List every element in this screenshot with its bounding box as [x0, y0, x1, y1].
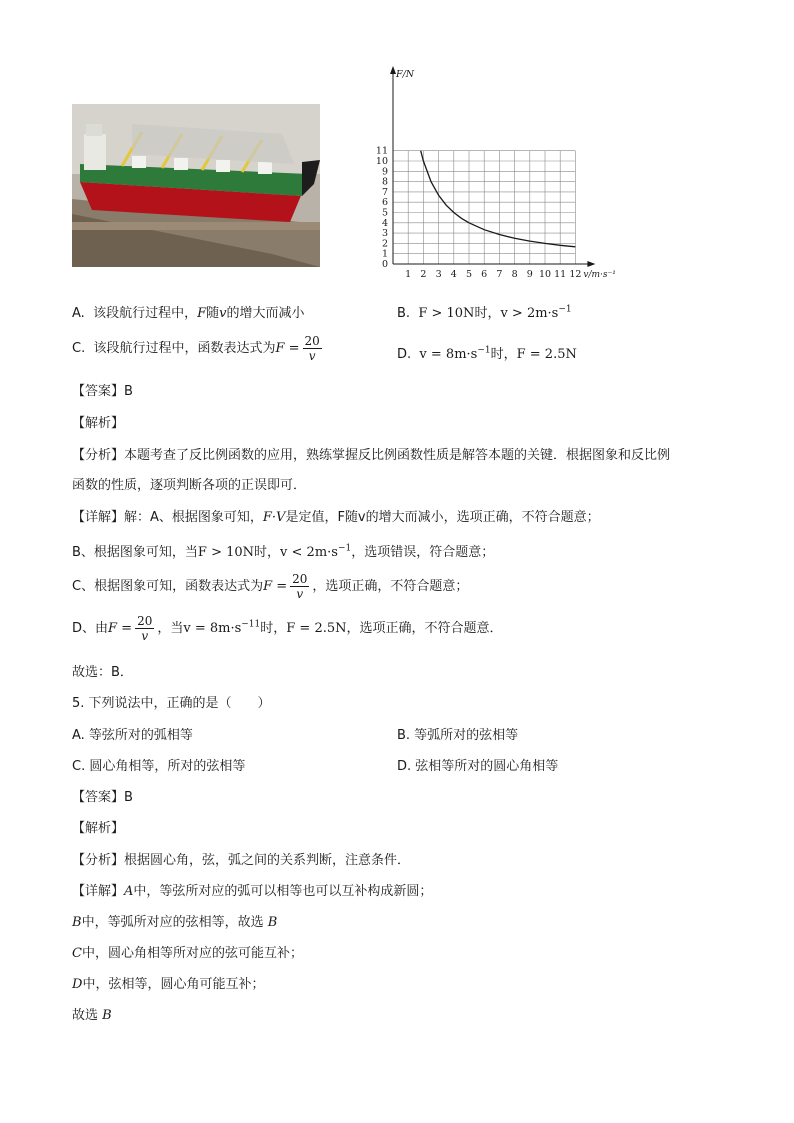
q4-option-c: C. 该段航行过程中，函数表达式为F = $\frac{20}{v}$	[72, 334, 320, 363]
q4-answer: 【答案】B	[72, 384, 133, 399]
q4-option-a: A. 该段航行过程中，F随v的增大而减小	[72, 306, 305, 321]
x-tick-label: 9	[526, 269, 533, 280]
x-tick-label: 5	[465, 269, 473, 280]
x-tick-label: 8	[511, 269, 518, 280]
y-tick-label: 11	[375, 145, 388, 157]
q4-detail-c-fraction: $\frac{20}{v}$	[292, 572, 308, 601]
x-axis-arrow	[587, 261, 595, 267]
q5-final: 故选 B	[72, 1008, 112, 1023]
y-tick-label: 0	[381, 259, 388, 270]
x-tick-label: 12	[569, 269, 582, 280]
x-tick-label: 1	[405, 269, 412, 280]
q5-answer: 【答案】B	[72, 790, 133, 805]
q4-detail-b: B、根据图象可知，当F > 10N时，$v < 2m\cdot s^{-1}$，选项错误，符合题意；	[72, 543, 495, 560]
q5-fenxi: 【分析】根据圆心角，弦，弧之间的关系判断，注意条件．	[72, 853, 411, 868]
y-tick-label: 7	[381, 186, 388, 198]
chart-svg	[360, 62, 630, 284]
y-tick-label: 3	[381, 228, 388, 240]
q5-detail-c: C中，圆心角相等所对应的弦可能互补；	[72, 946, 303, 961]
y-tick-label: 8	[381, 176, 388, 188]
x-tick-label: 7	[496, 269, 503, 280]
q5-option-a: A. 等弦所对的弧相等	[72, 728, 193, 743]
q5-detail-d: D中，弦相等，圆心角可能互补；	[72, 977, 265, 992]
x-tick-label: 2	[420, 269, 427, 280]
x-tick-label: 10	[538, 269, 552, 280]
x-tick-label: 6	[481, 269, 488, 280]
q4-jiexi: 【解析】	[72, 416, 125, 431]
y-tick-label: 9	[381, 166, 388, 178]
y-tick-label: 4	[381, 217, 388, 229]
y-tick-label: 5	[381, 207, 388, 219]
y-tick-label: 10	[375, 156, 388, 167]
q4-detail-c: C、根据图象可知，函数表达式为F = $\frac{20}{v}$ ，选项正确，不符合题意；	[72, 572, 469, 601]
series-curve	[421, 151, 576, 247]
q5-detail-a: 【详解】A中，等弦所对应的弧可以相等也可以互补构成新圆；	[72, 884, 433, 899]
q4-detail-d-fraction: $\frac{20}{v}$	[137, 614, 153, 643]
q5-option-d: D. 弦相等所对的圆心角相等	[397, 759, 559, 774]
y-tick-label: 1	[381, 248, 388, 260]
q5-stem: 5. 下列说法中，正确的是（ ）	[72, 696, 271, 711]
q4-detail-d: D、由F = $\frac{20}{v}$ ，当$v = 8m\cdot s^{-11}$时，F = 2.5N，选项正确，不符合题意．	[72, 614, 503, 643]
q5-jiexi: 【解析】	[72, 821, 125, 836]
x-tick-label: 3	[435, 269, 442, 280]
q5-detail-b: B中，等弧所对应的弦相等，故选 B	[72, 915, 278, 930]
q4-fenxi-line2: 函数的性质，逐项判断各项的正误即可．	[72, 478, 307, 493]
q4-c-fraction: $\frac{20}{v}$	[304, 334, 320, 363]
ship-model-photo	[72, 104, 320, 267]
q4-fenxi-line1: 【分析】本题考查了反比例函数的应用，熟练掌握反比例函数性质是解答本题的关键．根据图象和反比例	[72, 448, 671, 463]
y-axis-label: F/N	[396, 69, 415, 80]
x-axis-label: v/m·s⁻¹	[583, 270, 616, 280]
x-tick-label: 4	[450, 269, 457, 280]
y-tick-label: 2	[381, 238, 388, 250]
q4-option-d: D. $v = 8m\cdot s^{-1}$时，F = 2.5N	[397, 345, 577, 362]
q4-option-b: B. F > 10N时，$v > 2m\cdot s^{-1}$	[397, 304, 572, 321]
x-tick-label: 11	[554, 269, 567, 280]
q4-detail-a: 【详解】解：A、根据图象可知，F·V是定值，F随v的增大而减小，选项正确，不符合题意；	[72, 510, 600, 525]
force-velocity-chart	[360, 62, 630, 284]
q4-conclusion: 故选：B．	[72, 665, 133, 680]
q5-option-c: C. 圆心角相等，所对的弦相等	[72, 759, 246, 774]
y-tick-label: 6	[381, 197, 388, 209]
q5-option-b: B. 等弧所对的弦相等	[397, 728, 519, 743]
